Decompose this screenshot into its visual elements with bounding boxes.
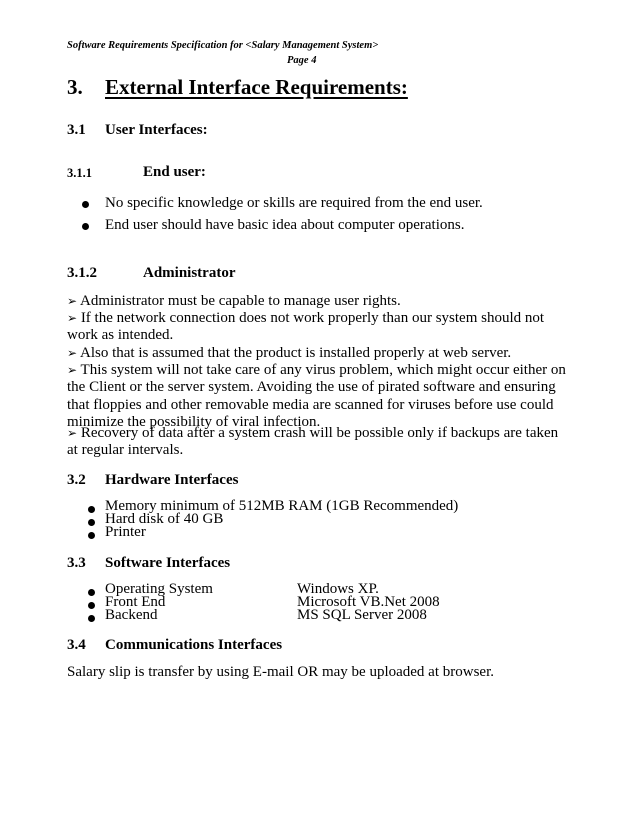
software-row-3-value: MS SQL Server 2008: [297, 607, 427, 623]
end-user-bullet-2: End user should have basic idea about computer operations.: [105, 217, 465, 233]
section-3-4-number: 3.4: [67, 637, 86, 653]
hardware-bullet-2: Hard disk of 40 GB: [105, 511, 224, 527]
administrator-item-4: ➢ This system will not take care of any virus problem, which might occur either on the Client or the server system. Avoiding the use of pirated software and ensuring that floppies and other removable media are scanned for viruses before use could minimize the possibility of viral infection.: [67, 362, 566, 430]
bullet-dot-icon: [88, 602, 95, 609]
bullet-dot-icon: [88, 532, 95, 539]
section-3-title: External Interface Requirements:: [105, 75, 408, 99]
hardware-bullet-1: Memory minimum of 512MB RAM (1GB Recommended): [105, 498, 459, 514]
bullet-dot-icon: [88, 615, 95, 622]
bullet-dot-icon: [88, 506, 95, 513]
software-row-2-value: Microsoft VB.Net 2008: [297, 594, 440, 610]
section-3-1-1-title: End user:: [143, 164, 206, 180]
software-row-2-label: Front End: [105, 594, 166, 610]
section-3-2-title: Hardware Interfaces: [105, 472, 239, 488]
section-3-1-1-number: 3.1.1: [67, 166, 92, 180]
section-3-1-2-title: Administrator: [143, 265, 236, 281]
software-row-1-label: Operating System: [105, 581, 213, 597]
hardware-bullet-3: Printer: [105, 524, 146, 540]
software-row-3-label: Backend: [105, 607, 158, 623]
arrow-bullet-icon: ➢: [67, 294, 78, 308]
section-3-1-2-number: 3.1.2: [67, 265, 97, 281]
section-3-2-number: 3.2: [67, 472, 86, 488]
administrator-item-1: ➢ Administrator must be capable to manage user rights.: [67, 293, 401, 309]
bullet-dot-icon: [82, 223, 89, 230]
communications-text: Salary slip is transfer by using E-mail OR may be uploaded at browser.: [67, 664, 494, 680]
administrator-item-3: ➢ Also that is assumed that the product is installed properly at web server.: [67, 345, 512, 361]
section-3-number: 3.: [67, 75, 83, 99]
bullet-dot-icon: [88, 519, 95, 526]
page-number: Page 4: [287, 55, 317, 66]
bullet-dot-icon: [88, 589, 95, 596]
section-3-1-title: User Interfaces:: [105, 122, 208, 138]
arrow-bullet-icon: ➢: [67, 363, 78, 377]
arrow-bullet-icon: ➢: [67, 311, 78, 325]
bullet-dot-icon: [82, 201, 89, 208]
administrator-item-2: ➢ If the network connection does not work properly than our system should not work as intended.: [67, 310, 545, 344]
section-3-1-number: 3.1: [67, 122, 86, 138]
software-row-1-value: Windows XP.: [297, 581, 379, 597]
administrator-item-5: ➢ Recovery of data after a system crash will be possible only if backups are taken at regular intervals.: [67, 425, 559, 459]
document-header-title: Software Requirements Specification for <Salary Management System>: [67, 40, 379, 51]
section-3-3-title: Software Interfaces: [105, 555, 231, 571]
arrow-bullet-icon: ➢: [67, 426, 78, 440]
section-3-4-title: Communications Interfaces: [105, 637, 283, 653]
section-3-3-number: 3.3: [67, 555, 86, 571]
arrow-bullet-icon: ➢: [67, 346, 78, 360]
end-user-bullet-1: No specific knowledge or skills are required from the end user.: [105, 195, 483, 211]
